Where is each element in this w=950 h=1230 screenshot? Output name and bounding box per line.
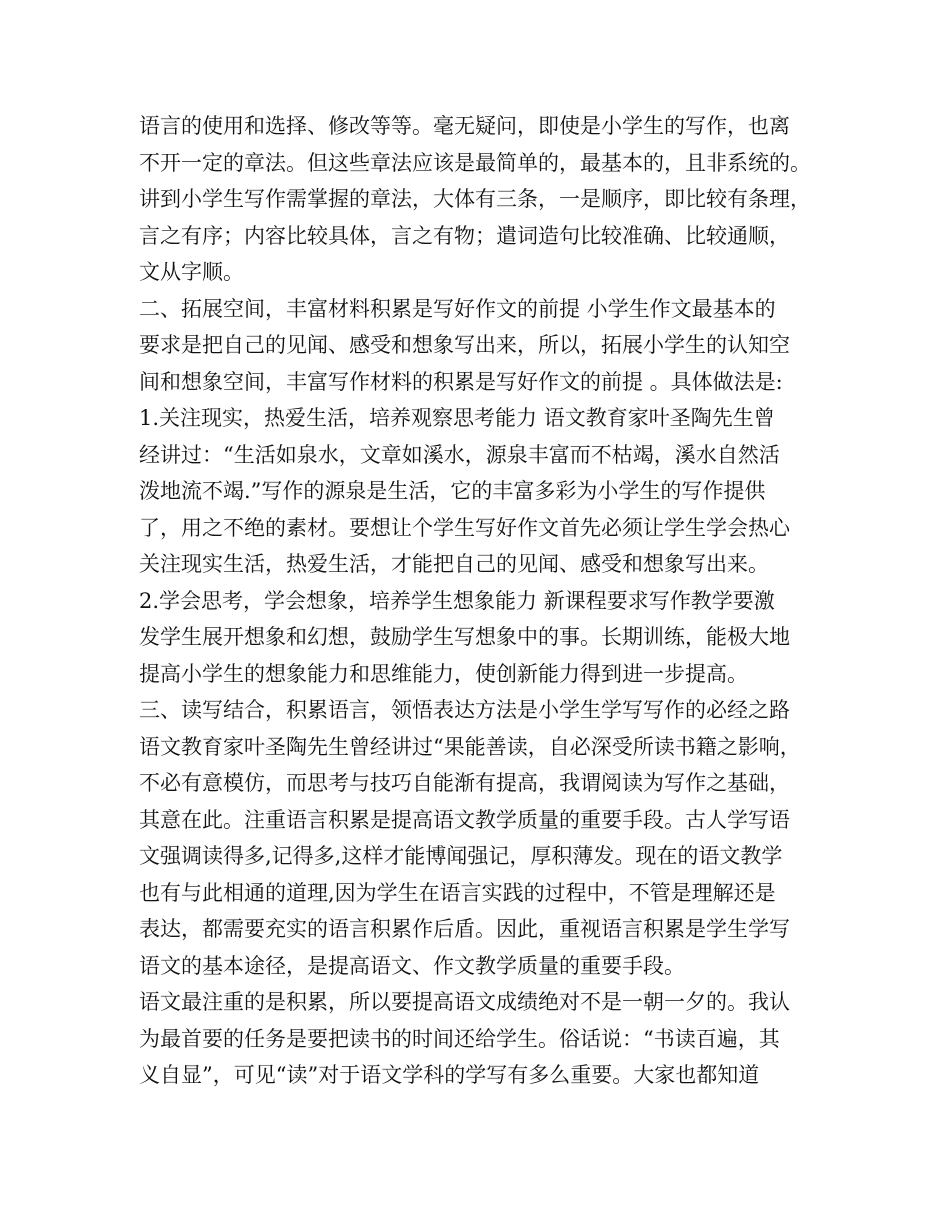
text-line: 表达，都需要充实的语言积累作后盾。因此，重视语言积累是学生学写 bbox=[139, 917, 790, 941]
text-line: 不开一定的章法。但这些章法应该是最简单的，最基本的，且非系统的。 bbox=[139, 150, 811, 175]
text-line: 关注现实生活，热爱生活，才能把自己的见闻、感受和想象写出来。 bbox=[139, 552, 769, 576]
text-line: 1.关注现实，热爱生活，培养观察思考能力 语文教育家叶圣陶先生曾 bbox=[139, 406, 775, 430]
text-line: 泼地流不竭.”写作的源泉是生活，它的丰富多彩为小学生的写作提供 bbox=[139, 479, 766, 503]
text-line: 不必有意模仿，而思考与技巧自能渐有提高，我谓阅读为写作之基础， bbox=[139, 771, 790, 795]
text-line: 三、读写结合，积累语言，领悟表达方法是小学生学写写作的必经之路 bbox=[139, 698, 790, 722]
text-line: 提高小学生的想象能力和思维能力，使创新能力得到进一步提高。 bbox=[139, 661, 748, 686]
text-line: 言之有序；内容比较具体，言之有物；遣词造句比较准确、比较通顺， bbox=[139, 223, 790, 248]
text-line: 语文最注重的是积累，所以要提高语文成绩绝对不是一朝一夕的。我认 bbox=[139, 990, 790, 1014]
body-text bbox=[139, 108, 829, 1094]
text-line: 语言的使用和选择、修改等等。毫无疑问，即使是小学生的写作，也离 bbox=[139, 114, 790, 138]
text-line: 为最首要的任务是要把读书的时间还给学生。俗话说：“书读百遍，其 bbox=[139, 1026, 780, 1051]
text-line: 发学生展开想象和幻想，鼓励学生写想象中的事。长期训练，能极大地 bbox=[139, 625, 790, 649]
text-line: 间和想象空间，丰富写作材料的积累是写好作文的前提 。具体做法是: bbox=[139, 369, 783, 394]
text-line: 经讲过：“生活如泉水，文章如溪水，源泉丰富而不枯竭，溪水自然活 bbox=[139, 442, 780, 467]
text-line: 义自显”，可见“读”对于语文学科的学写有多么重要。大家也都知道 bbox=[139, 1063, 760, 1087]
text-line: 了，用之不绝的素材。要想让个学生写好作文首先必须让学生学会热心 bbox=[139, 515, 790, 540]
text-line: 也有与此相通的道理,因为学生在语言实践的过程中，不管是理解还是 bbox=[139, 880, 776, 905]
text-line: 其意在此。注重语言积累是提高语文教学质量的重要手段。古人学写语 bbox=[139, 807, 790, 832]
text-line: 文强调读得多,记得多,这样才能博闻强记，厚积薄发。现在的语文教学 bbox=[139, 844, 783, 868]
text-line: 2.学会思考，学会想象，培养学生想象能力 新课程要求写作教学要激 bbox=[139, 588, 775, 613]
text-line: 讲到小学生写作需掌握的章法，大体有三条，一是顺序，即比较有条理， bbox=[139, 187, 811, 211]
text-line: 二、拓展空间，丰富材料积累是写好作文的前提 小学生作文最基本的 bbox=[139, 296, 776, 321]
text-line: 语文的基本途径，是提高语文、作文教学质量的重要手段。 bbox=[139, 953, 685, 978]
text-line: 要求是把自己的见闻、感受和想象写出来，所以，拓展小学生的认知空 bbox=[139, 333, 790, 357]
text-line: 语文教育家叶圣陶先生曾经讲过“果能善读，自必深受所读书籍之影响， bbox=[139, 734, 801, 759]
text-line: 文从字顺。 bbox=[139, 260, 244, 284]
